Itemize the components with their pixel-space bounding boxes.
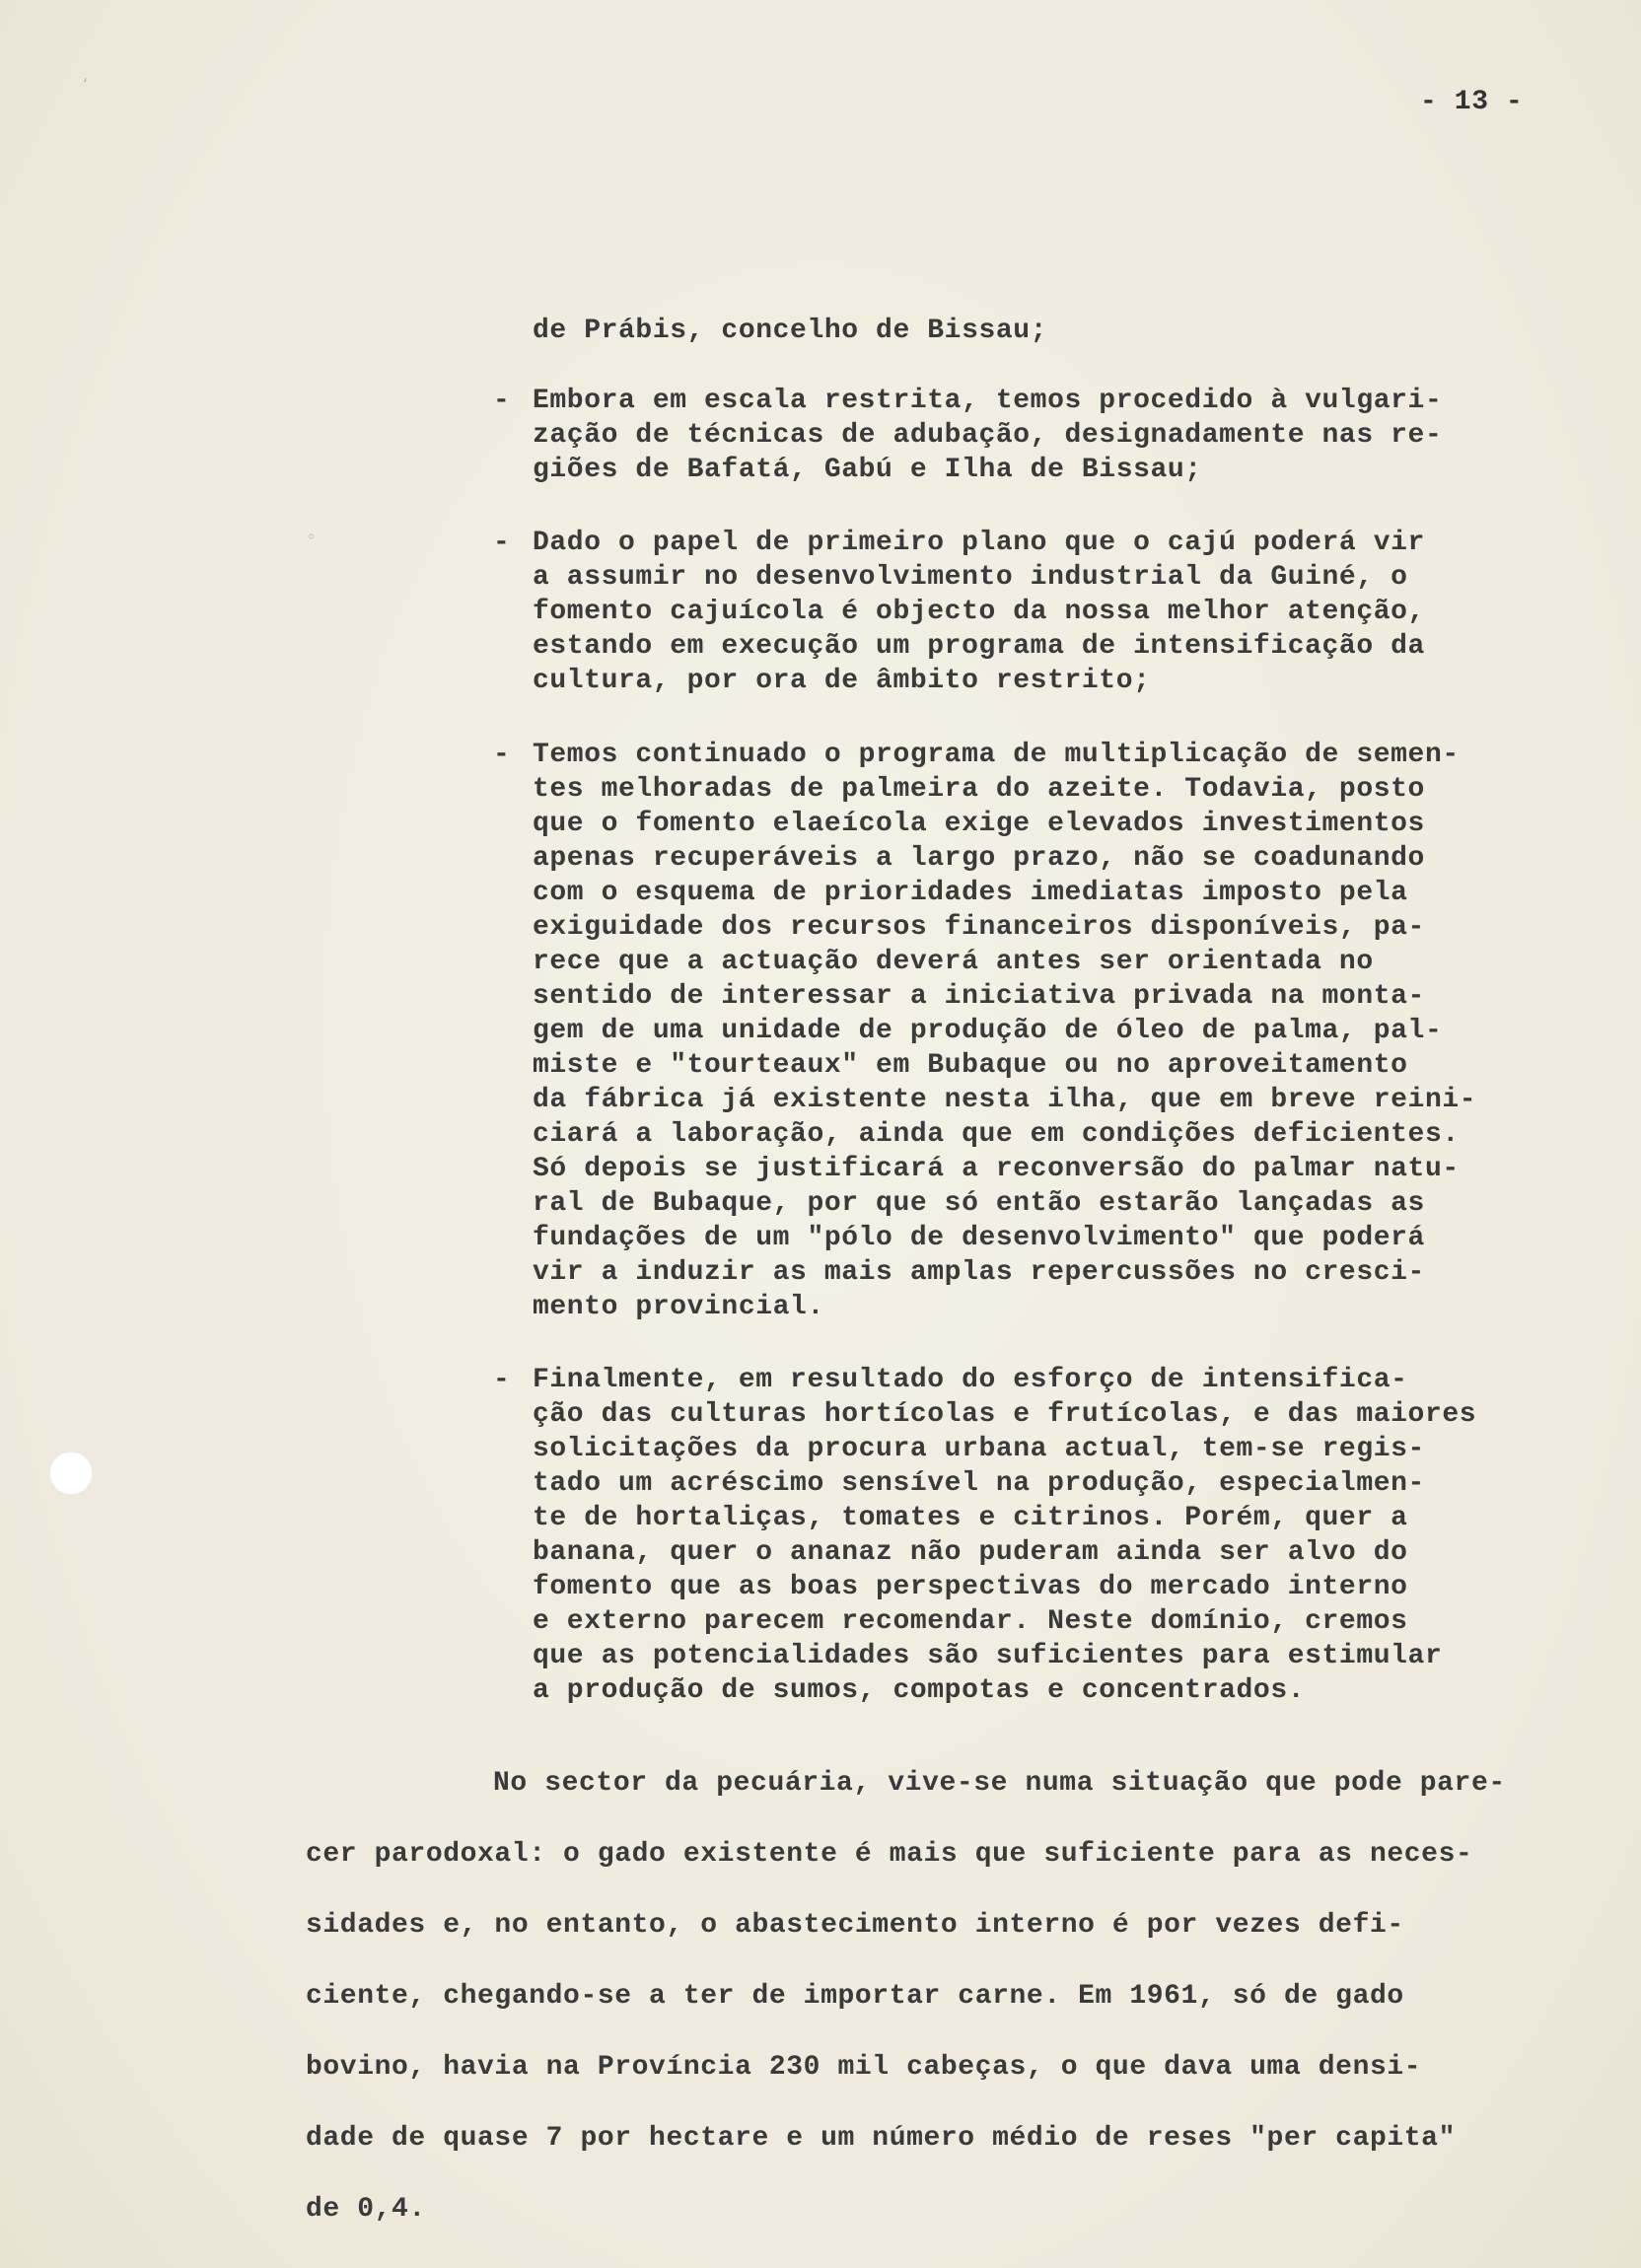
text-line: cer parodoxal: o gado existente é mais que suficiente para as neces- [306, 1839, 1473, 1870]
text-line: giões de Bafatá, Gabú e Ilha de Bissau; [533, 455, 1202, 485]
bullet-marker: - [493, 386, 510, 416]
bullet-item [533, 738, 1476, 1324]
punch-hole [49, 1452, 93, 1495]
text-line: da fábrica já existente nesta ilha, que em breve reini- [533, 1085, 1477, 1115]
text-line: apenas recuperáveis a largo prazo, não se coadunando [533, 843, 1425, 874]
text-line: vir a induzir as mais amplas repercussões no cresci- [533, 1257, 1425, 1288]
text-line: solicitações da procura urbana actual, tem-se regis- [533, 1434, 1425, 1464]
pecuaria-paragraph [306, 1748, 1506, 2245]
text-line: estando em execução um programa de intensificação da [533, 631, 1425, 662]
text-line: ciará a laboração, ainda que em condições deficientes. [533, 1119, 1460, 1150]
bullet-marker: - [493, 1365, 510, 1395]
text-line: que as potencialidades são suficientes para estimular [533, 1641, 1443, 1671]
text-line: banana, quer o ananaz não puderam ainda ser alvo do [533, 1537, 1408, 1568]
text-line: te de hortaliças, tomates e citrinos. Porém, quer a [533, 1503, 1408, 1533]
text-line: fomento cajuícola é objecto da nossa melhor atenção, [533, 597, 1425, 627]
text-line: gem de uma unidade de produção de óleo de palma, pal- [533, 1016, 1443, 1046]
text-line: Dado o papel de primeiro plano que o cajú poderá vir [533, 528, 1425, 558]
bullet-item [533, 1363, 1476, 1708]
text-line: Embora em escala restrita, temos procedido à vulgari- [533, 386, 1443, 416]
text-line: bovino, havia na Província 230 mil cabeças, o que dava uma densi- [306, 2052, 1422, 2083]
text-line: No sector da pecuária, vive-se numa situação que pode pare- [493, 1768, 1506, 1799]
text-line: a produção de sumos, compotas e concentrados. [533, 1675, 1306, 1706]
text-line: cultura, por ora de âmbito restrito; [533, 666, 1151, 696]
text-line: ção das culturas hortícolas e frutícolas, e das maiores [533, 1399, 1477, 1430]
paper-mark: ° [306, 532, 317, 552]
text-line: rece que a actuação deverá antes ser orientada no [533, 947, 1374, 977]
text-line: Temos continuado o programa de multiplicação de semen- [533, 740, 1460, 770]
text-line: sentido de interessar a iniciativa privada na monta- [533, 981, 1425, 1012]
text-line: e externo parecem recomendar. Neste domínio, cremos [533, 1606, 1408, 1637]
text-line: fomento que as boas perspectivas do mercado interno [533, 1572, 1408, 1602]
paper-mark: ‘ [81, 77, 90, 93]
text-line: exiguidade dos recursos financeiros disponíveis, pa- [533, 912, 1425, 943]
text-line: Só depois se justificará a reconversão do palmar natu- [533, 1154, 1460, 1184]
text-line: Finalmente, em resultado do esforço de intensifica- [533, 1365, 1408, 1395]
text-line: zação de técnicas de adubação, designadamente nas re- [533, 420, 1443, 451]
page-number: - 13 - [1420, 87, 1524, 117]
bullet-marker: - [493, 528, 510, 558]
text-line: que o fomento elaeícola exige elevados investimentos [533, 809, 1425, 839]
text-line: a assumir no desenvolvimento industrial da Guiné, o [533, 562, 1408, 593]
bullet-marker: - [493, 740, 510, 770]
opening-line: de Prábis, concelho de Bissau; [533, 316, 1048, 346]
text-line: com o esquema de prioridades imediatas imposto pela [533, 878, 1408, 908]
text-line: de 0,4. [306, 2194, 426, 2225]
text-line: sidades e, no entanto, o abastecimento interno é por vezes defi- [306, 1910, 1404, 1941]
bullet-item [533, 526, 1425, 698]
bullet-item [533, 384, 1442, 487]
text-line: mento provincial. [533, 1292, 824, 1322]
text-line: fundações de um "pólo de desenvolvimento" que poderá [533, 1223, 1425, 1253]
text-line: ciente, chegando-se a ter de importar carne. Em 1961, só de gado [306, 1981, 1404, 2012]
text-line: miste e "tourteaux" em Bubaque ou no aproveitamento [533, 1050, 1408, 1081]
text-line: tes melhoradas de palmeira do azeite. Todavia, posto [533, 774, 1425, 805]
text-line: ral de Bubaque, por que só então estarão lançadas as [533, 1188, 1425, 1219]
text-line: tado um acréscimo sensível na produção, especialmen- [533, 1468, 1425, 1499]
text-line: dade de quase 7 por hectare e um número médio de reses "per capita" [306, 2123, 1456, 2154]
